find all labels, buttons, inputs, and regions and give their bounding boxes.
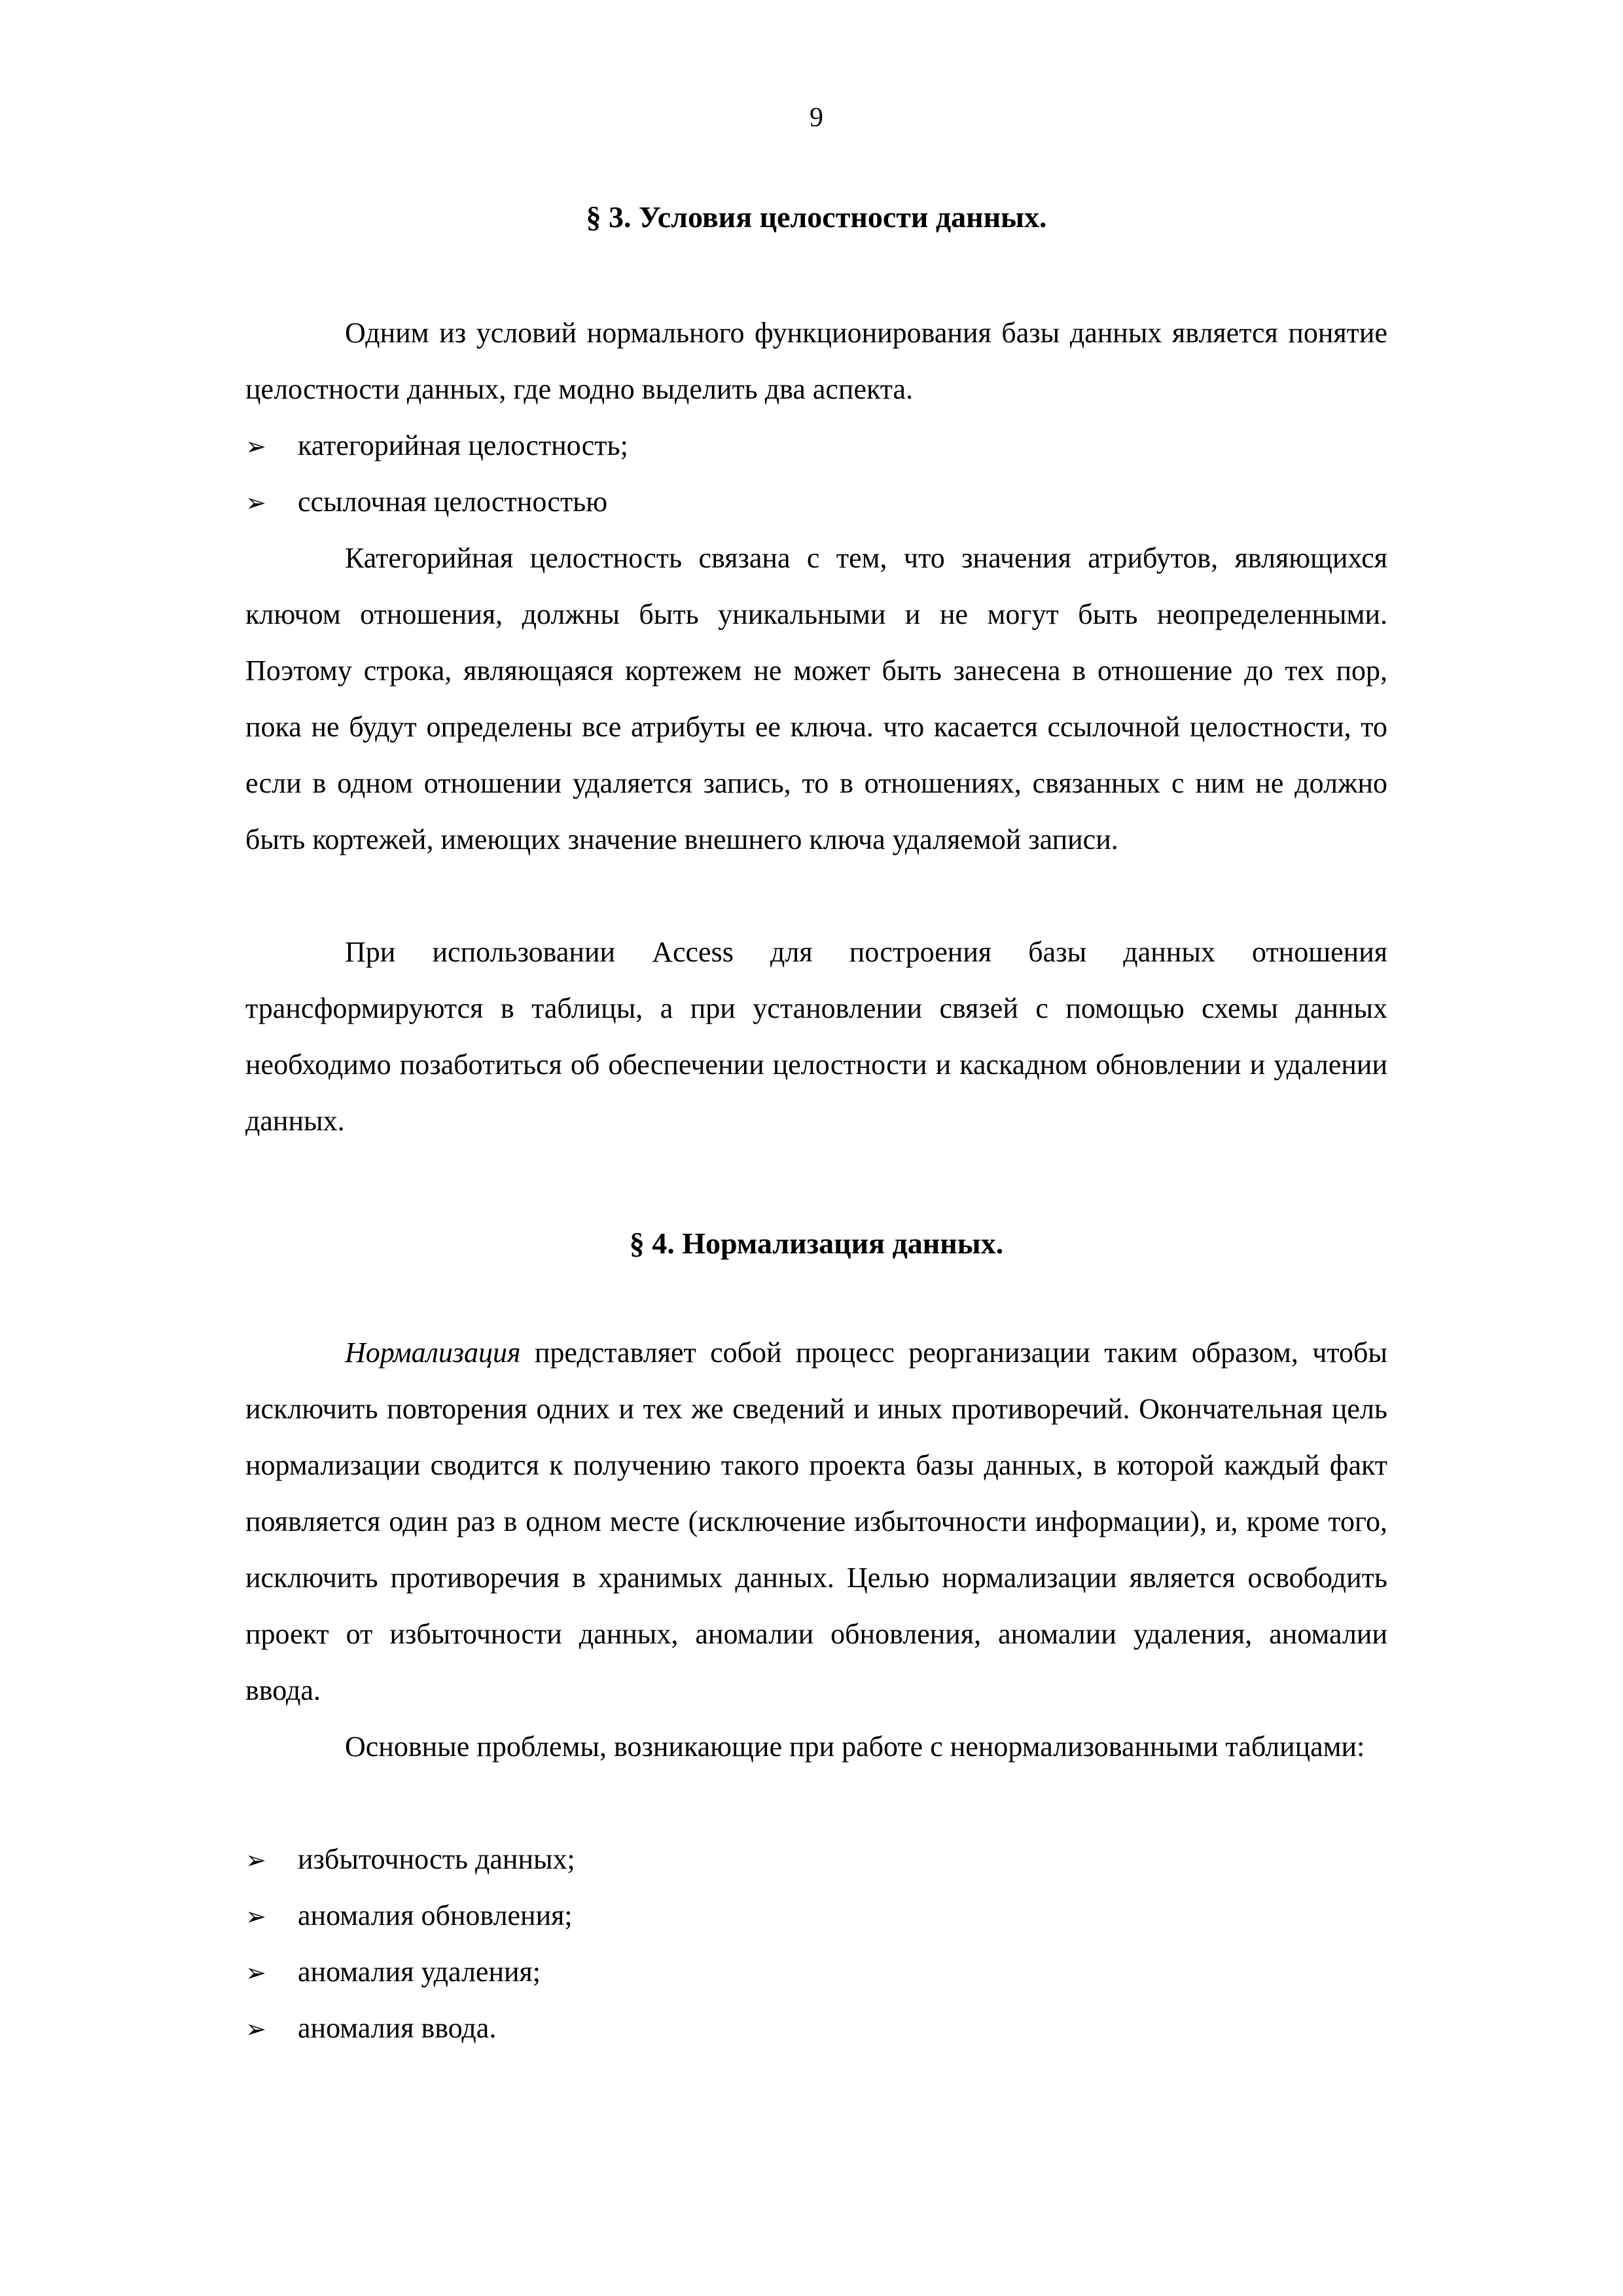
section-3-intro: Одним из условий нормального функционирования базы данных является понятие целостности данных, где модно выделить два аспекта.	[245, 317, 1387, 405]
arrow-bullet-icon: ➢	[245, 1902, 266, 1931]
section-4-heading: § 4. Нормализация данных.	[629, 1227, 1004, 1260]
section-3-paragraph-2: При использовании Access для построения базы данных отношения трансформируются в таблицы, а при установлении связей с помощью схемы данных необходимо позаботиться об обеспечении целостности и каскадном обновлении и удалении данных.	[245, 936, 1387, 1137]
section-3-paragraph-1: Категорийная целостность связана с тем, что значения атрибутов, являющихся ключом отношения, должны быть уникальными и не могут быть неопределенными. Поэтому строка, являющаяся кортежем не может быть занесена в отношение до тех пор, пока не будут определены все атрибуты ее ключа. что касается ссылочной целостности, то если в одном отношении удаляется запись, то в отношениях, связанных с ним не должно быть кортежей, имеющих значение внешнего ключа удаляемой записи.	[245, 542, 1387, 855]
arrow-bullet-icon: ➢	[245, 488, 266, 517]
section-4-bullet-list	[245, 1831, 1387, 2056]
list-item	[245, 418, 1387, 474]
list-item	[245, 1944, 1387, 2000]
list-item-text: избыточность данных;	[298, 1843, 575, 1875]
list-item-text: аномалия удаления;	[298, 1956, 541, 1988]
list-item	[245, 1888, 1387, 1944]
term-normalization: Нормализация	[345, 1336, 521, 1369]
arrow-bullet-icon: ➢	[245, 2015, 266, 2043]
list-item	[245, 2000, 1387, 2056]
list-item-text: аномалия обновления;	[298, 1899, 573, 1931]
arrow-bullet-icon: ➢	[245, 1958, 266, 1987]
section-4-paragraph-2: Основные проблемы, возникающие при работе с ненормализованными таблицами:	[345, 1731, 1365, 1763]
section-4-paragraph-1	[245, 1325, 1387, 1719]
arrow-bullet-icon: ➢	[245, 432, 266, 461]
list-item-text: аномалия ввода.	[298, 2012, 497, 2044]
arrow-bullet-icon: ➢	[245, 1846, 266, 1874]
section-3-heading: § 3. Условия целостности данных.	[586, 200, 1047, 234]
list-item-text: ссылочная целостностью	[298, 486, 608, 518]
section-3-bullet-list	[245, 418, 1387, 530]
list-item-text: категорийная целостность;	[298, 429, 628, 461]
section-4-paragraph-1-text: представляет собой процесс реорганизации таким образом, чтобы исключить повторения одних и тех же сведений и иных противоречий. Окончательная цель нормализации сводится к получению такого проекта базы данных, в которой каждый факт появляется один раз в одном месте (исключение избыточности информации), и, кроме того, исключить противоречия в хранимых данных. Целью нормализации является освободить проект от избыточности данных, аномалии обновления, аномалии удаления, аномалии ввода.	[245, 1336, 1387, 1706]
list-item	[245, 1831, 1387, 1888]
list-item	[245, 474, 1387, 530]
page-number: 9	[810, 103, 823, 133]
